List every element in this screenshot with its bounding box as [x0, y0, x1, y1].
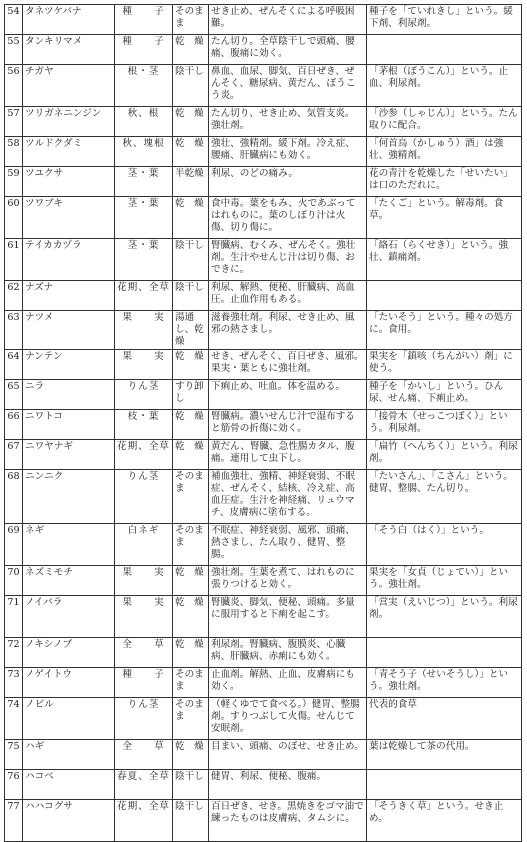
effect: 鼻血、血尿、脚気、百日ぜき、ぜんそく、糖尿病、黄だん、ぼうこう炎。: [209, 65, 367, 107]
processing: 乾 燥: [173, 137, 209, 167]
table-row: [5, 566, 522, 596]
table-row: [5, 800, 522, 842]
processing: 乾 燥: [173, 350, 209, 380]
plant-part: 種 子: [115, 35, 173, 65]
processing: 乾 燥: [173, 410, 209, 440]
table-row: [5, 470, 522, 524]
plant-part: 果 実: [115, 566, 173, 596]
note: 花の青汁を乾燥した「せいたい」は口のただれに。: [367, 167, 522, 197]
effect: 止血剤。解熱、止血、皮膚病にも効く。: [209, 668, 367, 698]
note: 「接骨木（せっこつぼく）」という。利尿剤。: [367, 410, 522, 440]
plant-part: 春夏、全草: [115, 770, 173, 800]
plant-part: 白ネギ: [115, 524, 173, 566]
processing: そのまま: [173, 524, 209, 566]
row-number: 56: [5, 65, 23, 107]
table-row: [5, 638, 522, 668]
table-row: [5, 380, 522, 410]
note: 「絡石（らくせき）」という。強壮、鎮痛剤。: [367, 239, 522, 281]
effect: （軽くゆでて食べる。）健胃、整腸剤。すりつぶして火傷。せんじて安眠剤。: [209, 698, 367, 740]
row-number: 70: [5, 566, 23, 596]
row-number: 71: [5, 596, 23, 638]
effect: たん切り、せき止め、気管支炎。強壮剤。: [209, 107, 367, 137]
row-number: 59: [5, 167, 23, 197]
plant-part: 果 実: [115, 596, 173, 638]
plant-part: 花期、全草: [115, 281, 173, 311]
effect: 腎臓病。濃いせんじ汁で湿布すると筋骨の折傷に効く。: [209, 410, 367, 440]
row-number: 68: [5, 470, 23, 524]
effect: せき、ぜんそく、百日ぜき、風邪。果実・葉ともに強壮剤。: [209, 350, 367, 380]
effect: 不眠症、神経衰弱、風邪、頭痛、熱さまし、たん取り、健胃、整腸。: [209, 524, 367, 566]
row-number: 74: [5, 698, 23, 740]
plant-name: ツルドクダミ: [23, 137, 115, 167]
plant-part: 全 草: [115, 638, 173, 668]
effect: 補血強壮、強精、神経衰弱、不眠症、ぜんそく、結核、冷え症、高血圧症。生汁を神経痛、リュウマチ、皮膚病に塗布する。: [209, 470, 367, 524]
processing: すり卸し: [173, 380, 209, 410]
row-number: 73: [5, 668, 23, 698]
plant-name: ノイバラ: [23, 596, 115, 638]
effect: 利尿、解熱、便秘、肝臓病、高血圧。止血作用もある。: [209, 281, 367, 311]
row-number: 57: [5, 107, 23, 137]
note: 代表的食草: [367, 698, 522, 740]
table-row: [5, 239, 522, 281]
plant-name: テイカカヅラ: [23, 239, 115, 281]
herb-table: [4, 4, 522, 842]
processing: 乾 燥: [173, 35, 209, 65]
processing: 乾 燥: [173, 566, 209, 596]
plant-part: 果 実: [115, 311, 173, 350]
plant-name: ネギ: [23, 524, 115, 566]
effect: 下痢止め、吐血。体を温める。: [209, 380, 367, 410]
note: [367, 638, 522, 668]
effect: 強壮剤。生葉を煮て、はれものに張りつけると効く。: [209, 566, 367, 596]
note: [367, 770, 522, 800]
row-number: 54: [5, 5, 23, 35]
note: 果実を「鎮咳（ちんがい）剤」に使う。: [367, 350, 522, 380]
row-number: 77: [5, 800, 23, 842]
note: 「営実（えいじつ）」という。利尿剤。: [367, 596, 522, 638]
row-number: 61: [5, 239, 23, 281]
effect: せき止め、ぜんそくによる呼吸困難。: [209, 5, 367, 35]
note: 種子を「かいし」という。ひん尿、せん痛、下痢止め。: [367, 380, 522, 410]
row-number: 69: [5, 524, 23, 566]
plant-name: ニラ: [23, 380, 115, 410]
plant-part: 秋、塊根: [115, 137, 173, 167]
note: 「たいさん」、「こさん」という。健胃、整腸、たん切り。: [367, 470, 522, 524]
note: 種子を「ていれきし」という。緩下剤、利尿剤。: [367, 5, 522, 35]
note: 「茅根（ぼうこん）」という。止血、利尿剤。: [367, 65, 522, 107]
plant-name: ネズミモチ: [23, 566, 115, 596]
plant-name: ツワブキ: [23, 197, 115, 239]
processing: 陰干し: [173, 65, 209, 107]
table-row: [5, 167, 522, 197]
plant-name: ハギ: [23, 740, 115, 770]
plant-part: 枝・葉: [115, 410, 173, 440]
effect: 滋養強壮剤。利尿、せき止め、風邪の熱さまし。: [209, 311, 367, 350]
plant-name: ニワヤナギ: [23, 440, 115, 470]
row-number: 58: [5, 137, 23, 167]
processing: そのまま: [173, 668, 209, 698]
processing: 陰干し: [173, 770, 209, 800]
row-number: 75: [5, 740, 23, 770]
effect: 利尿剤。腎臓病、腹膜炎、心臓病、肝臓病、赤痢にも効く。: [209, 638, 367, 668]
table-row: [5, 596, 522, 638]
plant-part: 根・茎: [115, 65, 173, 107]
effect: たん切り。全草陰干しで頭痛、腰痛、腹痛に効く。: [209, 35, 367, 65]
plant-name: ノビル: [23, 698, 115, 740]
plant-name: ニンニク: [23, 470, 115, 524]
plant-name: タネツケバナ: [23, 5, 115, 35]
processing: 湯通し、乾燥: [173, 311, 209, 350]
plant-part: 果 実: [115, 350, 173, 380]
effect: 腎臓炎、脚気、便秘、頭痛。多量に服用すると下痢を起こす。: [209, 596, 367, 638]
note: [367, 281, 522, 311]
row-number: 67: [5, 440, 23, 470]
plant-part: 茎・葉: [115, 167, 173, 197]
plant-part: 全 草: [115, 740, 173, 770]
table-row: [5, 5, 522, 35]
table-row: [5, 740, 522, 770]
plant-part: 茎・葉: [115, 239, 173, 281]
processing: 乾 燥: [173, 596, 209, 638]
plant-part: りん茎: [115, 698, 173, 740]
processing: 乾 燥: [173, 740, 209, 770]
plant-name: ハコベ: [23, 770, 115, 800]
plant-name: ツリガネニンジン: [23, 107, 115, 137]
note: 「たくご」という。解毒剤。食草。: [367, 197, 522, 239]
plant-part: 種 子: [115, 668, 173, 698]
note: 「たいそう」という。種々の処方に。食用。: [367, 311, 522, 350]
row-number: 63: [5, 311, 23, 350]
note: 「扁竹（へんちく）」という。利尿剤。: [367, 440, 522, 470]
processing: 乾 燥: [173, 197, 209, 239]
plant-part: りん茎: [115, 470, 173, 524]
table-row: [5, 197, 522, 239]
plant-part: 花期、全草: [115, 440, 173, 470]
table-row: [5, 350, 522, 380]
plant-name: ノゲイトウ: [23, 668, 115, 698]
plant-name: ナンテン: [23, 350, 115, 380]
row-number: 60: [5, 197, 23, 239]
row-number: 66: [5, 410, 23, 440]
row-number: 64: [5, 350, 23, 380]
plant-name: ニワトコ: [23, 410, 115, 440]
plant-part: りん茎: [115, 380, 173, 410]
processing: そのまま: [173, 698, 209, 740]
table-row: [5, 698, 522, 740]
processing: 乾 燥: [173, 440, 209, 470]
row-number: 55: [5, 35, 23, 65]
processing: そのまま: [173, 470, 209, 524]
row-number: 76: [5, 770, 23, 800]
effect: 食中毒。葉をもみ、火であぶってはれものに。葉のしぼり汁は火傷、切り傷に。: [209, 197, 367, 239]
effect: 強壮、強精剤。緩下剤。冷え症、腰痛、肝臓病にも効く。: [209, 137, 367, 167]
table-row: [5, 410, 522, 440]
table-row: [5, 668, 522, 698]
row-number: 72: [5, 638, 23, 668]
table-row: [5, 35, 522, 65]
effect: 黄だん、腎臓、急性腸カタル、腹痛。連用して虫下し。: [209, 440, 367, 470]
processing: 陰干し: [173, 800, 209, 842]
note: [367, 35, 522, 65]
plant-part: 茎・葉: [115, 197, 173, 239]
table-row: [5, 524, 522, 566]
plant-part: 秋、根: [115, 107, 173, 137]
effect: 目まい、頭痛、のぼせ、せき止め。: [209, 740, 367, 770]
processing: 陰干し: [173, 239, 209, 281]
note: 果実を「女貞（じょてい）」という。強壮剤。: [367, 566, 522, 596]
table-row: [5, 107, 522, 137]
table-row: [5, 65, 522, 107]
note: 「そう白（はく）」という。: [367, 524, 522, 566]
row-number: 65: [5, 380, 23, 410]
plant-name: タンキリマメ: [23, 35, 115, 65]
processing: そのまま: [173, 5, 209, 35]
note: 「青そう子（せいそうし）」という。強壮剤。: [367, 668, 522, 698]
effect: 利尿、のどの痛み。: [209, 167, 367, 197]
note: 「沙参（しゃじん）」という。たん取りに配合。: [367, 107, 522, 137]
row-number: 62: [5, 281, 23, 311]
effect: 百日ぜき、せき。黒焼きをゴマ油で練ったものは皮膚病、タムシに。: [209, 800, 367, 842]
note: 「そうきく草」という。せき止め。: [367, 800, 522, 842]
table-row: [5, 311, 522, 350]
note: 葉は乾燥して茶の代用。: [367, 740, 522, 770]
processing: 乾 燥: [173, 107, 209, 137]
table-row: [5, 137, 522, 167]
plant-name: ツユクサ: [23, 167, 115, 197]
plant-part: 花期、全草: [115, 800, 173, 842]
table-row: [5, 770, 522, 800]
plant-name: ノキシノブ: [23, 638, 115, 668]
note: 「何首烏（かしゅう）酒」は強壮、強精剤。: [367, 137, 522, 167]
table-row: [5, 281, 522, 311]
processing: 陰干し: [173, 281, 209, 311]
processing: 半乾燥: [173, 167, 209, 197]
plant-part: 種 子: [115, 5, 173, 35]
plant-name: ナツメ: [23, 311, 115, 350]
processing: 乾 燥: [173, 638, 209, 668]
plant-name: チガヤ: [23, 65, 115, 107]
table-row: [5, 440, 522, 470]
effect: 腎臓病、むくみ、ぜんそく。強壮剤。生汁やせんじ汁は切り傷、おできに。: [209, 239, 367, 281]
effect: 健胃、利尿、便秘、腹痛。: [209, 770, 367, 800]
plant-name: ハハコグサ: [23, 800, 115, 842]
plant-name: ナズナ: [23, 281, 115, 311]
